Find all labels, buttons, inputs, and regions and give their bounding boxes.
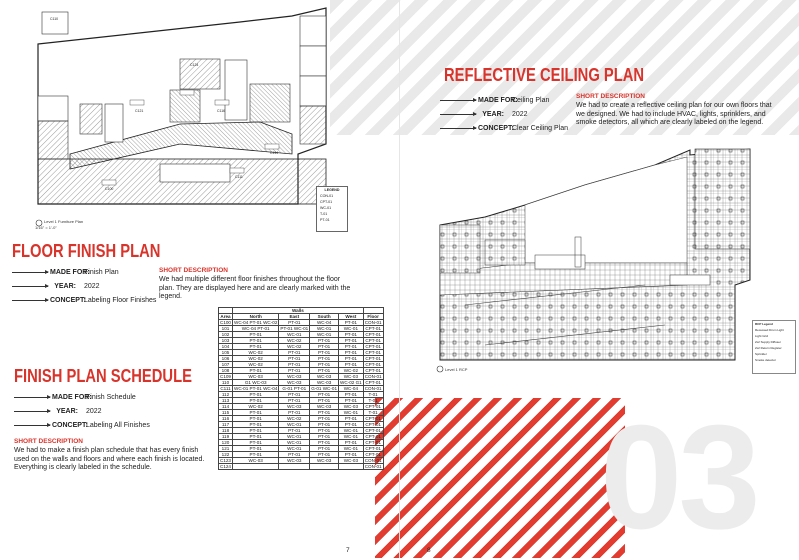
table-cell-east: WC-03 [279,458,310,464]
meta-row-year: YEAR: 2022 [440,110,568,120]
table-cell-east: PT-01 [279,350,310,356]
table-cell-area: 112 [219,392,233,398]
table-cell-floor: CPT-01 [363,326,383,332]
table-cell-area: 116 [219,416,233,422]
table-cell-west: PT-01 [339,398,364,404]
table-cell-floor: CPT-01 [363,404,383,410]
room-tag: C100 [105,187,114,191]
table-header-area: Area [220,314,231,319]
meta-row-year: YEAR: 2022 [12,282,156,292]
table-cell-floor: CON-01 [364,374,382,379]
table-cell-west: WC-03 [339,374,364,380]
room-tag: C124 [190,63,199,67]
table-header-south: South [310,314,339,320]
table-cell-west: PT-01 [339,356,364,362]
table-cell-south: PT-01 [310,368,339,374]
table-cell-north: PT-01 [232,398,278,404]
rcp-legend-item: Light Grid [755,334,769,338]
table-cell-floor: CON-01 [364,458,382,463]
table-cell-floor: CPT-01 [363,350,383,356]
table-cell-area: 115 [219,410,233,416]
rcp-legend-item: Sprinkler [755,352,767,356]
page-number-right: 8 [427,547,431,554]
table-cell-floor: T-01 [363,392,383,398]
table-cell-south: PT-01 [310,440,339,446]
table-cell-north: PT-01 [232,446,278,452]
table-cell-floor: CPT-01 [363,368,383,374]
arrow-icon [440,114,476,115]
table-cell-north: WC-02 [232,350,278,356]
table-cell-east: PT-01 WC-01 [280,326,309,331]
room-tag: C116 [217,109,226,113]
finish-schedule-table [218,307,384,470]
table-cell-area: 110 [219,380,233,386]
table-cell-north: WC-02 [232,356,278,362]
table-cell-area: C111 [220,386,231,391]
table-header-west: West [339,314,364,320]
table-cell-west: WC-02 G1 [340,380,362,385]
table-cell-east: PT-01 [279,452,310,458]
arrow-icon [12,272,48,273]
table-cell-area: C109 [220,374,231,379]
table-cell-area: 107 [219,362,233,368]
floor-finish-meta [12,268,156,306]
table-header-north: North [232,314,278,320]
table-cell-east: WC-02 [279,344,310,350]
table-cell-floor: CPT-01 [363,434,383,440]
table-cell-east: WC-01 [279,434,310,440]
table-cell-west: WC-01 [339,434,364,440]
table-cell-south: PT-01 [310,392,339,398]
table-cell-floor: CPT-01 [363,428,383,434]
table-cell-south: PT-01 [310,416,339,422]
table-cell-area: C124 [220,464,231,469]
table-cell-north [232,464,278,470]
table-cell-area: C123 [220,458,231,463]
arrow-icon [14,397,50,398]
rcp-legend-item: Recessed Drum Light [755,328,784,332]
table-cell-west: PT-01 [339,332,364,338]
page-fold [399,0,400,558]
table-cell-north: WC-03 [232,374,278,380]
table-row [219,464,384,470]
table-cell-south: PT-01 [310,350,339,356]
meta-row-year: YEAR: 2022 [14,407,150,417]
floor-finish-short-title: SHORT DESCRIPTION [159,267,228,274]
table-cell-floor: CPT-01 [363,332,383,338]
table-cell-east: PT-01 [279,368,310,374]
table-cell-floor: T-01 [363,398,383,404]
finish-schedule-short-title: SHORT DESCRIPTION [14,438,83,445]
table-cell-south: G-01 WC-01 [311,386,338,391]
meta-row-made-for: MADE FOR:Ceiling Plan [440,96,568,106]
table-header-floor: Floor [363,314,383,320]
floor-finish-short-body: We had multiple different floor finishes throughout the floor plan. They are displayed here and are clearly marked with the legend. [159,276,351,300]
table-cell-south: WC-03 [310,404,339,410]
rcp-legend [752,320,796,374]
table-cell-south: PT-01 [310,362,339,368]
table-cell-north: PT-01 [232,440,278,446]
room-tag: C111 [235,175,243,179]
table-cell-floor: CPT-01 [363,440,383,446]
floor-finish-plan-drawing [30,4,332,230]
table-cell-east: WC-01 [279,446,310,452]
table-cell-south: WC-01 [310,326,339,332]
table-cell-area: 106 [219,356,233,362]
table-cell-north: WC-03 [232,458,278,464]
table-cell-east: PT-01 [279,320,310,326]
table-cell-south: WC-03 [310,458,339,464]
table-cell-south: PT-01 [310,410,339,416]
finish-schedule-short-body: We had to make a finish plan schedule that has every finish used on the walls and floors and where each finish is located. Everything is clearly labeled in the schedule. [14,447,205,471]
table-cell-east: WC-03 [279,404,310,410]
legend-item: T-01 [320,212,328,216]
reflective-short-body: We had to create a reflective ceiling plan for our own floors that we designed. We had to include HVAC, lights, sprinklers, and smoke detectors, all which are clearly labeled on the legend. [576,102,772,126]
table-cell-west: WC-01 [339,428,364,434]
table-cell-south: PT-01 [310,428,339,434]
table-cell-west: WC-02 [339,368,364,374]
arrow-icon [12,286,48,287]
table-cell-west: PT-01 [339,416,364,422]
table-cell-floor: CPT-01 [363,362,383,368]
arrow-icon [12,300,48,301]
table-cell-area: 120 [219,440,233,446]
table-cell-east: PT-01 [279,362,310,368]
meta-row-made-for: MADE FOR:Finish Plan [12,268,156,278]
floor-finish-title: FLOOR FINISH PLAN [12,241,161,261]
table-cell-floor: CPT-01 [363,338,383,344]
table-cell-floor: CON-01 [364,386,382,391]
reflective-title: REFLECTIVE CEILING PLAN [444,65,645,85]
table-cell-north: WC-01 PT-01 WC-04 [233,386,278,391]
table-cell-north: WC-02 [232,362,278,368]
rcp-legend-item: 2x2 Return Register [755,346,782,350]
table-cell-east: PT-01 [279,392,310,398]
table-cell-south: PT-01 [310,434,339,440]
legend-item: CPT-01 [320,200,333,204]
table-cell-floor: CPT-01 [363,452,383,458]
table-cell-west: PT-01 [339,452,364,458]
room-tag: C121 [135,109,144,113]
table-cell-area: 105 [219,350,233,356]
meta-row-concept: CONCEPT:Clear Ceiling Plan [440,124,568,134]
table-cell-south: PT-01 [310,398,339,404]
rcp-legend-item: Smoke detector [755,358,777,362]
legend-item: WC-01 [320,206,332,210]
table-cell-west: WC-03 [339,458,364,464]
table-cell-west [339,464,364,470]
room-tag: C114 [270,151,279,155]
arrow-icon [440,128,476,129]
table-cell-area: 118 [219,428,233,434]
table-cell-west: PT-01 [339,392,364,398]
table-cell-east: WC-01 [279,422,310,428]
table-cell-floor: CPT-01 [363,416,383,422]
table-cell-floor: CON-01 [364,464,382,469]
reflective-meta [440,96,568,134]
table-cell-west: PT-01 [339,422,364,428]
table-cell-north: PT-01 [232,344,278,350]
table-cell-north: PT-01 [232,368,278,374]
table-cell-area: C100 [220,320,231,325]
table-cell-west: PT-01 [339,320,364,326]
plan-scale: 1/16" = 1'-0" [35,225,57,230]
table-cell-east: WC-03 [279,380,310,386]
table-cell-north: WC-04 PT-01 [232,326,278,332]
meta-row-concept: CONCEPT:Labeling All Finishes [14,421,150,431]
table-cell-west: PT-01 [339,362,364,368]
table-cell-east: PT-01 [279,428,310,434]
table-cell-area: 119 [219,434,233,440]
table-cell-floor: T-01 [363,410,383,416]
table-cell-north: PT-01 [232,338,278,344]
table-cell-north: PT-01 [232,428,278,434]
table-cell-west: WC-03 [339,404,364,410]
table-cell-east: WC-02 [279,416,310,422]
table-cell-west: PT-01 [339,440,364,446]
table-cell-north: PT-01 [232,434,278,440]
room-tag: C110 [50,17,59,21]
plan-caption: Level 1 Furniture Plan [44,219,84,224]
table-cell-area: 104 [219,344,233,350]
table-cell-east: G-01 PT-01 [279,386,310,392]
table-cell-area: 114 [219,404,233,410]
table-cell-east [279,464,310,470]
rcp-legend-title: RCP Legend [755,322,773,326]
table-cell-floor: CPT-01 [363,344,383,350]
table-cell-east: WC-01 [279,440,310,446]
reflective-short-title: SHORT DESCRIPTION [576,93,645,100]
table-cell-area: 122 [219,452,233,458]
legend-item: CON-01 [320,194,334,198]
table-cell-area: 113 [219,398,233,404]
table-cell-north: PT-01 [232,332,278,338]
table-cell-floor: CON-01 [364,320,382,325]
table-cell-south [310,464,339,470]
table-cell-south: PT-01 [310,446,339,452]
finish-schedule-title: FINISH PLAN SCHEDULE [14,366,192,386]
reflective-ceiling-plan-drawing [425,145,795,375]
legend-item: PT-01 [320,218,330,222]
floor-plan-legend [316,186,348,232]
table-cell-west: WC-04 [339,386,364,392]
arrow-icon [14,425,50,426]
table-cell-south: WC-01 [310,332,339,338]
arrow-icon [440,100,476,101]
table-cell-north: PT-01 [232,452,278,458]
table-cell-west: PT-01 [339,344,364,350]
table-cell-south: WC-04 [310,320,339,326]
table-cell-area: 121 [219,446,233,452]
table-cell-north: WC-04 PT-01 WC-02 [233,320,278,325]
arrow-icon [14,411,50,412]
table-cell-area: 108 [219,368,233,374]
table-cell-east: PT-01 [279,410,310,416]
meta-row-made-for: MADE FOR:Finish Schedule [14,393,150,403]
table-cell-west: WC-01 [339,326,364,332]
legend-title: LEGEND [324,188,340,192]
table-cell-south: PT-01 [310,356,339,362]
table-cell-north: G1 WC-03 [232,380,278,386]
table-cell-north: PT-01 [232,416,278,422]
table-cell-area: 117 [219,422,233,428]
table-cell-east: PT-01 [279,398,310,404]
table-cell-west: WC-01 [339,410,364,416]
table-header-walls: Walls [232,308,363,314]
table-cell-north: WC-02 [232,404,278,410]
table-cell-south: PT-01 [310,344,339,350]
table-cell-area: 103 [219,338,233,344]
table-cell-south: PT-01 [310,338,339,344]
table-cell-north: PT-01 [232,392,278,398]
table-cell-north: PT-01 [232,422,278,428]
table-cell-east: WC-03 [279,374,310,380]
page-number-left: 7 [346,547,350,554]
table-cell-floor: CPT-01 [363,380,383,386]
table-cell-west: PT-01 [339,338,364,344]
table-cell-south: WC-03 [310,374,339,380]
finish-schedule-meta [14,393,150,431]
red-stripe-block [375,398,625,558]
table-header-east: East [279,314,310,320]
table-cell-east: WC-02 [279,338,310,344]
table-cell-floor: CPT-01 [363,422,383,428]
table-cell-south: PT-01 [310,452,339,458]
table-cell-floor: CPT-01 [363,446,383,452]
rcp-legend-item: 2x2 Supply Diffuser [755,340,781,344]
table-cell-south: WC-03 [310,380,339,386]
table-cell-west: WC-01 [339,446,364,452]
table-cell-east: WC-01 [279,332,310,338]
table-cell-area: 101 [219,326,233,332]
table-cell-west: PT-01 [339,350,364,356]
rcp-caption: Level 1 RCP [445,367,468,372]
table-cell-area: 102 [219,332,233,338]
section-number: 03 [600,395,757,560]
table-cell-south: PT-01 [310,422,339,428]
table-cell-east: PT-01 [279,356,310,362]
table-cell-north: PT-01 [232,410,278,416]
table-cell-floor: CPT-01 [363,356,383,362]
meta-row-concept: CONCEPT:Labeling Floor Finishes [12,296,156,306]
